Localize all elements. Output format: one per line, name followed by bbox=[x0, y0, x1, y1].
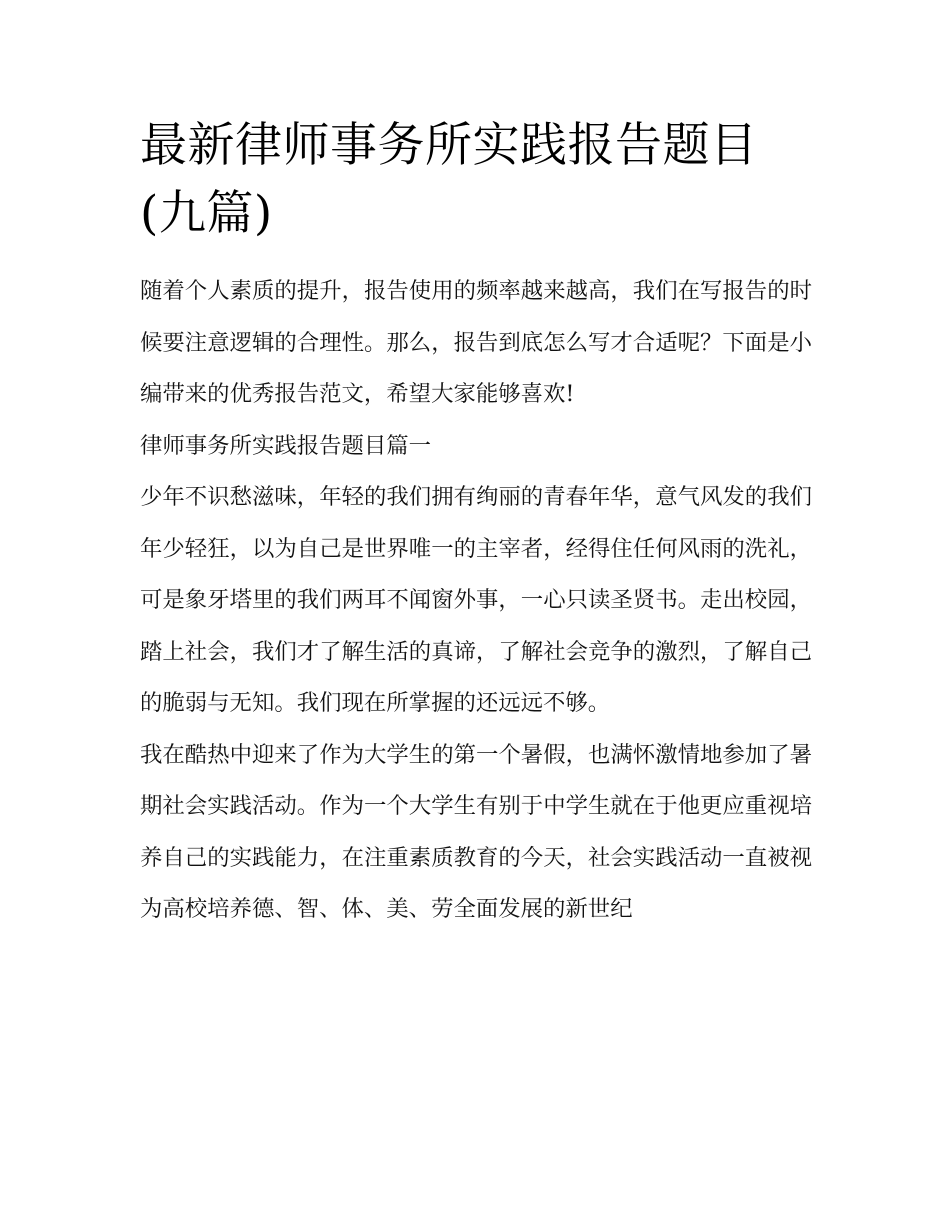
intro-paragraph: 随着个人素质的提升，报告使用的频率越来越高，我们在写报告的时候要注意逻辑的合理性。那么，报告到底怎么写才合适呢？下面是小编带来的优秀报告范文，希望大家能够喜欢! bbox=[140, 278, 812, 407]
body-paragraph-1: 少年不识愁滋味，年轻的我们拥有绚丽的青春年华，意气风发的我们年少轻狂，以为自己是世界唯一的主宰者，经得住任何风雨的洗礼，可是象牙塔里的我们两耳不闻窗外事，一心只读圣贤书。走出校园，踏上社会，我们才了解生活的真谛，了解社会竞争的激烈，了解自己的脆弱与无知。我们现在所掌握的还远远不够。 bbox=[140, 484, 812, 716]
section-heading: 律师事务所实践报告题目篇一 bbox=[140, 432, 432, 459]
document-title: 最新律师事务所实践报告题目(九篇) bbox=[140, 118, 758, 241]
body-paragraph-2: 我在酷热中迎来了作为大学生的第一个暑假，也满怀激情地参加了暑期社会实践活动。作为一个大学生有别于中学生就在于他更应重视培养自己的实践能力，在注重素质教育的今天，社会实践活动一直被视为高校培养德、智、体、美、劳全面发展的新世纪 bbox=[140, 741, 812, 922]
document-content bbox=[140, 112, 812, 936]
